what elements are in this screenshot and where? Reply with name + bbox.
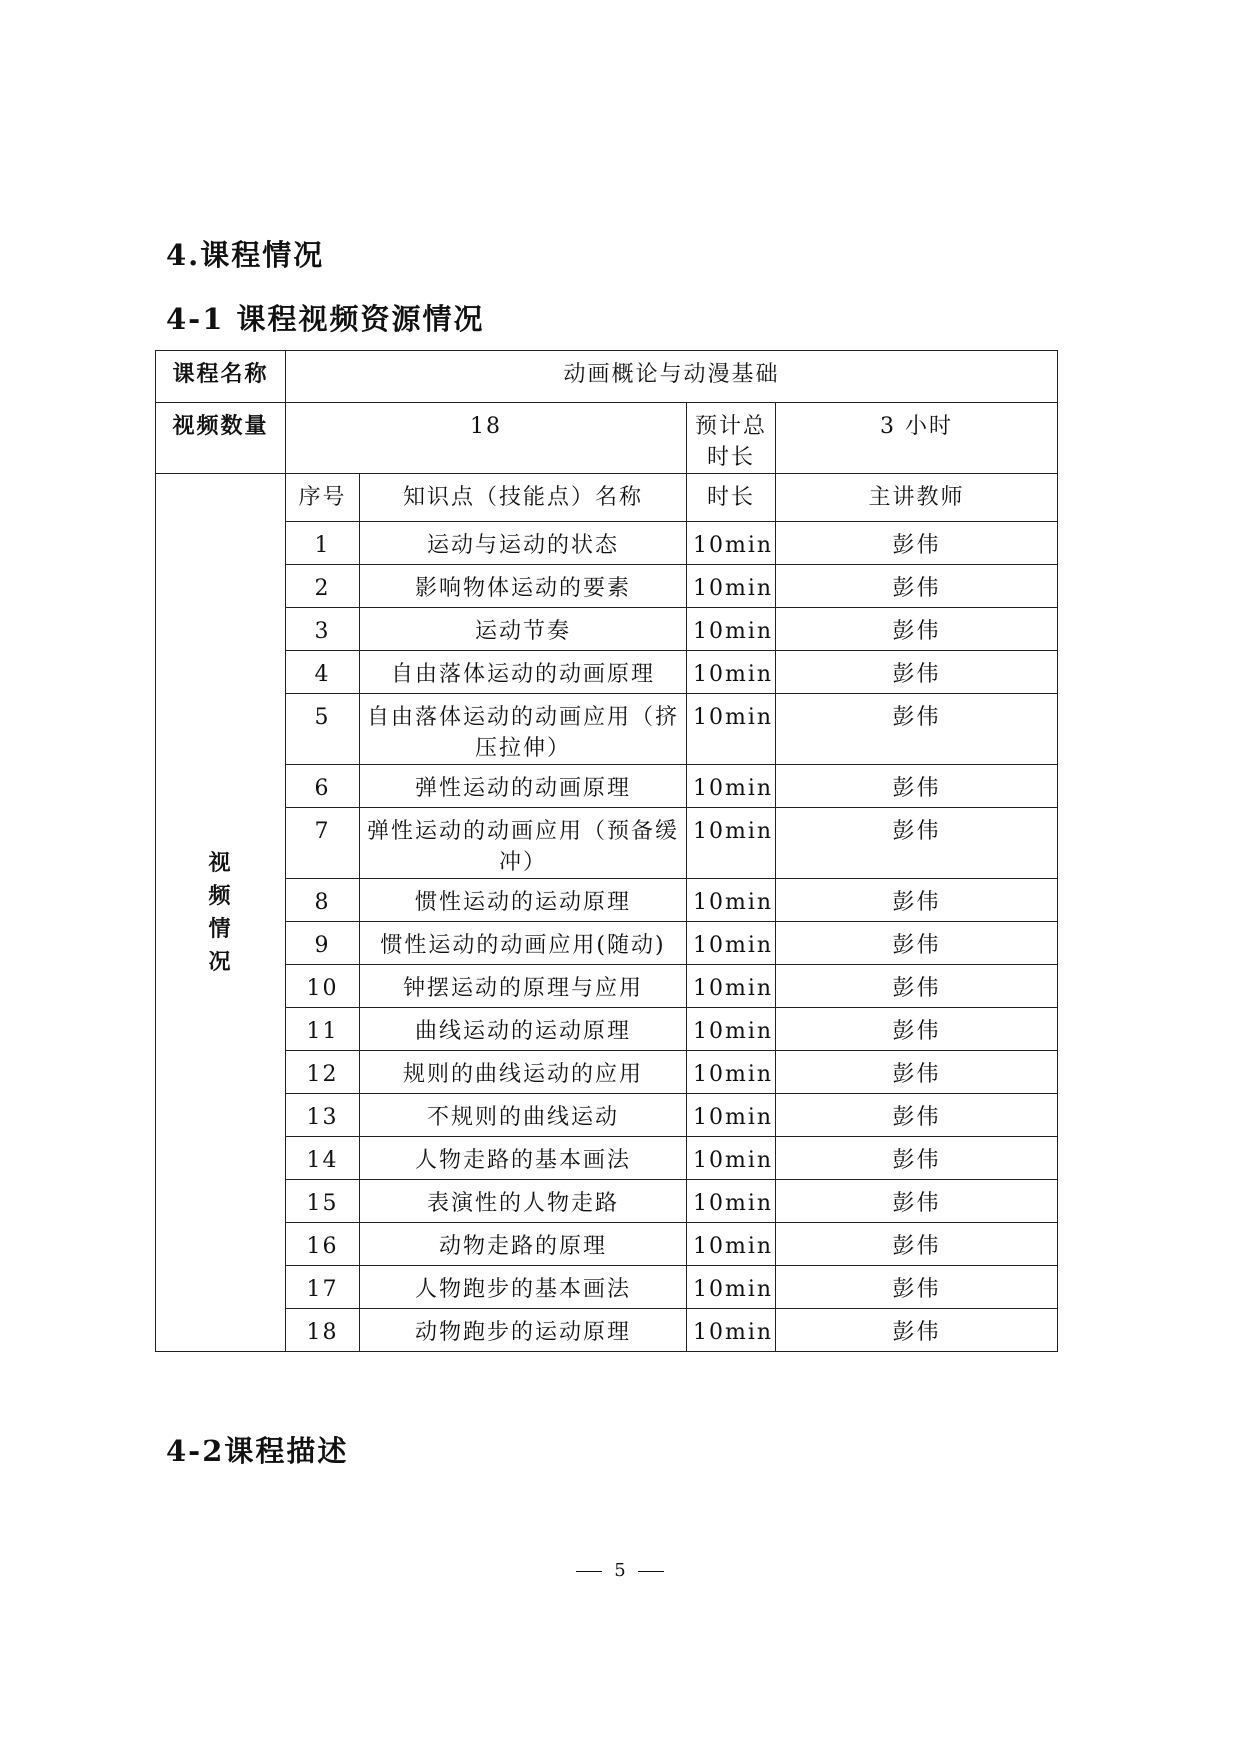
- row-number: 9: [286, 922, 360, 965]
- video-duration: 10min: [687, 1223, 776, 1266]
- course-name-value: 动画概论与动漫基础: [286, 351, 1058, 403]
- table-row: [156, 651, 1058, 694]
- knowledge-point-name: 惯性运动的运动原理: [360, 879, 687, 922]
- table-row: [156, 1008, 1058, 1051]
- table-row: [156, 879, 1058, 922]
- video-duration: 10min: [687, 1309, 776, 1352]
- footer-dash-left: [576, 1571, 602, 1572]
- lecturer-name: 彭伟: [776, 1180, 1058, 1223]
- video-duration: 10min: [687, 694, 776, 765]
- lecturer-name: 彭伟: [776, 1051, 1058, 1094]
- lecturer-name: 彭伟: [776, 1223, 1058, 1266]
- lecturer-name: 彭伟: [776, 879, 1058, 922]
- lecturer-name: 彭伟: [776, 608, 1058, 651]
- lecturer-name: 彭伟: [776, 808, 1058, 879]
- col-header-name: 知识点（技能点）名称: [360, 474, 687, 522]
- knowledge-point-name: 人物跑步的基本画法: [360, 1266, 687, 1309]
- knowledge-point-name: 运动节奏: [360, 608, 687, 651]
- row-number: 5: [286, 694, 360, 765]
- video-count-label: 视频数量: [156, 403, 286, 474]
- video-duration: 10min: [687, 565, 776, 608]
- table-row: [156, 1137, 1058, 1180]
- row-number: 11: [286, 1008, 360, 1051]
- lecturer-name: 彭伟: [776, 1309, 1058, 1352]
- video-duration: 10min: [687, 1008, 776, 1051]
- lecturer-name: 彭伟: [776, 1094, 1058, 1137]
- video-duration: 10min: [687, 522, 776, 565]
- row-number: 6: [286, 765, 360, 808]
- knowledge-point-name: 运动与运动的状态: [360, 522, 687, 565]
- knowledge-point-name: 规则的曲线运动的应用: [360, 1051, 687, 1094]
- section-heading-video-resources: 4-1 课程视频资源情况: [166, 302, 485, 336]
- lecturer-name: 彭伟: [776, 965, 1058, 1008]
- video-duration: 10min: [687, 651, 776, 694]
- table-row: [156, 1266, 1058, 1309]
- video-duration: 10min: [687, 765, 776, 808]
- video-resource-table: [155, 350, 1058, 1352]
- knowledge-point-name: 自由落体运动的动画原理: [360, 651, 687, 694]
- course-name-label: 课程名称: [156, 351, 286, 403]
- video-duration: 10min: [687, 922, 776, 965]
- video-section-label-cell: [156, 474, 286, 1352]
- section-heading-course-description: 4-2课程描述: [166, 1434, 349, 1468]
- video-count-value: 18: [286, 403, 687, 474]
- table-row: [156, 808, 1058, 879]
- row-number: 12: [286, 1051, 360, 1094]
- table-row: [156, 522, 1058, 565]
- lecturer-name: 彭伟: [776, 1008, 1058, 1051]
- video-duration: 10min: [687, 1137, 776, 1180]
- row-number: 10: [286, 965, 360, 1008]
- video-duration: 10min: [687, 608, 776, 651]
- row-number: 15: [286, 1180, 360, 1223]
- table-row: [156, 1309, 1058, 1352]
- video-duration: 10min: [687, 808, 776, 879]
- knowledge-point-name: 影响物体运动的要素: [360, 565, 687, 608]
- video-duration: 10min: [687, 1051, 776, 1094]
- table-row: [156, 1051, 1058, 1094]
- video-duration: 10min: [687, 965, 776, 1008]
- video-section-label-char: 情: [208, 915, 233, 942]
- lecturer-name: 彭伟: [776, 1266, 1058, 1309]
- table-row: [156, 765, 1058, 808]
- video-section-label-char: 况: [208, 948, 233, 975]
- lecturer-name: 彭伟: [776, 1137, 1058, 1180]
- lecturer-name: 彭伟: [776, 694, 1058, 765]
- lecturer-name: 彭伟: [776, 651, 1058, 694]
- video-section-label-char: 视: [208, 849, 233, 876]
- row-number: 2: [286, 565, 360, 608]
- row-number: 16: [286, 1223, 360, 1266]
- page-number: 5: [614, 1560, 626, 1581]
- knowledge-point-name: 弹性运动的动画应用（预备缓冲）: [360, 808, 687, 879]
- lecturer-name: 彭伟: [776, 565, 1058, 608]
- lecturer-name: 彭伟: [776, 765, 1058, 808]
- course-name-row: [156, 351, 1058, 403]
- video-duration: 10min: [687, 1094, 776, 1137]
- table-row: [156, 1223, 1058, 1266]
- row-number: 7: [286, 808, 360, 879]
- table-row: [156, 694, 1058, 765]
- table-row: [156, 1094, 1058, 1137]
- col-header-no: 序号: [286, 474, 360, 522]
- knowledge-point-name: 曲线运动的运动原理: [360, 1008, 687, 1051]
- knowledge-point-name: 自由落体运动的动画应用（挤压拉伸）: [360, 694, 687, 765]
- knowledge-point-name: 不规则的曲线运动: [360, 1094, 687, 1137]
- lecturer-name: 彭伟: [776, 922, 1058, 965]
- video-section-label: [156, 847, 285, 979]
- knowledge-point-name: 动物走路的原理: [360, 1223, 687, 1266]
- footer-dash-right: [638, 1571, 664, 1572]
- video-duration: 10min: [687, 1180, 776, 1223]
- lecturer-name: 彭伟: [776, 522, 1058, 565]
- row-number: 4: [286, 651, 360, 694]
- page-footer: [0, 1560, 1240, 1581]
- knowledge-point-name: 人物走路的基本画法: [360, 1137, 687, 1180]
- knowledge-point-name: 弹性运动的动画原理: [360, 765, 687, 808]
- video-duration: 10min: [687, 879, 776, 922]
- row-number: 8: [286, 879, 360, 922]
- video-duration: 10min: [687, 1266, 776, 1309]
- video-count-row: [156, 403, 1058, 474]
- table-row: [156, 608, 1058, 651]
- col-header-teacher: 主讲教师: [776, 474, 1058, 522]
- total-duration-value: 3 小时: [776, 403, 1058, 474]
- table-row: [156, 565, 1058, 608]
- row-number: 13: [286, 1094, 360, 1137]
- knowledge-point-name: 惯性运动的动画应用(随动): [360, 922, 687, 965]
- total-duration-label: 预计总时长: [687, 403, 776, 474]
- section-heading-course-info: 4.课程情况: [166, 238, 325, 272]
- row-number: 14: [286, 1137, 360, 1180]
- row-number: 1: [286, 522, 360, 565]
- col-header-duration: 时长: [687, 474, 776, 522]
- video-section-label-char: 频: [208, 882, 233, 909]
- row-number: 3: [286, 608, 360, 651]
- table-row: [156, 965, 1058, 1008]
- table-row: [156, 922, 1058, 965]
- knowledge-point-name: 钟摆运动的原理与应用: [360, 965, 687, 1008]
- knowledge-point-name: 表演性的人物走路: [360, 1180, 687, 1223]
- row-number: 18: [286, 1309, 360, 1352]
- table-row: [156, 1180, 1058, 1223]
- row-number: 17: [286, 1266, 360, 1309]
- column-header-row: [156, 474, 1058, 522]
- knowledge-point-name: 动物跑步的运动原理: [360, 1309, 687, 1352]
